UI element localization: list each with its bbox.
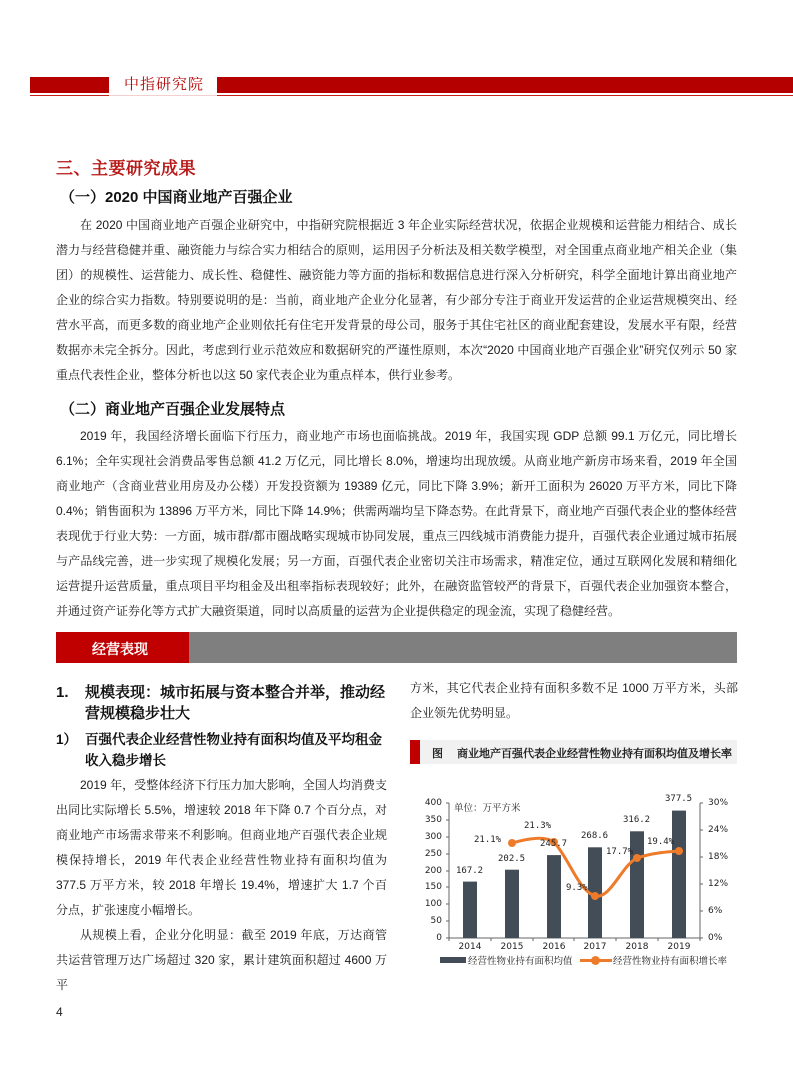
x-tick: 2014	[458, 942, 482, 952]
bar-value-label: 377.5	[665, 794, 693, 804]
item-1-number: 1.	[56, 684, 69, 701]
y-right-tick: 6%	[708, 906, 723, 916]
line-value-label: 21.3%	[524, 821, 552, 831]
x-tick: 2019	[667, 942, 691, 952]
bar-value-label: 167.2	[456, 866, 484, 876]
header-underline-left	[30, 95, 109, 96]
x-tick: 2017	[583, 942, 607, 952]
item-1-sub-heading	[56, 729, 391, 771]
line-value-label: 9.3%	[566, 883, 588, 893]
item-1-paragraph-2: 从规模上看，企业分化明显：截至 2019 年底，万达商管共运营管理万达广场超过 320 家，累计建筑面积超过 4600 万平	[56, 928, 387, 992]
x-tick: 2015	[500, 942, 524, 952]
header-underline-right	[217, 95, 793, 96]
subsection-2-paragraph: 2019 年，我国经济增长面临下行压力，商业地产市场也面临挑战。2019 年，我国实现 GDP 总额 99.1 万亿元，同比增长 6.1%；全年实现社会消费品零售总额 41.2 万亿元，同比增长 8.0%，增速均出现放缓。从商业地产新房市场来看，2019 年全国商业地产（含商业营业用房及办公楼）开发投资额为 19389 亿元，同比下降 3.9%；新开工面积为 26020 万平方米，同比下降 0.4%；销售面积为 13896 万平方米，同比下降 14.9%；供需两端均呈下降态势。在此背景下，商业地产百强代表企业的整体经营表现优于行业大势：一方面，城市群/都市圈战略实现城市协同发展，重点三四线城市消费能力提升，百强代表企业通过城市拓展与产品线完善，进一步实现了规模化发展；另一方面，百强代表企业密切关注市场需求，精准定位，通过互联网化发展和精细化运营提升运营质量，重点项目平均租金及出租率指标表现较好；此外，在融资监管较严的背景下，百强代表企业加强资本整合，并通过资产证券化等方式扩大融资渠道，同时以高质量的运营为企业提供稳定的现金流，实现了稳健经营。	[56, 429, 737, 618]
subsection-1-paragraph: 在 2020 中国商业地产百强企业研究中，中指研究院根据近 3 年企业实际经营状况，依据企业规模和运营能力相结合、成长潜力与经营稳健并重、融资能力与综合实力相结合的原则，运用因子分析法及相关数学模型，对全国重点商业地产相关企业（集团）的规模性、运营能力、成长性、稳健性、融资能力等方面的指标和数据信息进行深入分析研究，科学全面地计算出商业地产企业的综合实力指数。特别要说明的是：当前，商业地产企业分化显著，有少部分专注于商业开发运营的企业运营规模突出、经营水平高，而更多数的商业地产企业则依托有住宅开发背景的母公司，服务于其住宅社区的商业配套建设，发展水平有限，经营数据亦未完全拆分。因此，考虑到行业示范效应和数据研究的严谨性原则，本次“2020 中国商业地产百强企业”研究仅列示 50 家重点代表性企业，整体分析也以这 50 家代表企业为重点样本，供行业参考。	[56, 218, 737, 382]
legend-line-label: 经营性物业持有面积增长率	[613, 956, 728, 967]
y-left-tick: 200	[424, 866, 442, 876]
bar-value-label: 316.2	[623, 815, 651, 825]
y-left-tick: 250	[424, 849, 442, 859]
line-value-label: 21.1%	[474, 835, 502, 845]
y-right-tick: 18%	[708, 852, 729, 862]
item-1-heading	[56, 682, 391, 724]
item-1-paragraph-2-continued: 方米，其它代表企业持有面积多数不足 1000 万平方米，头部企业领先优势明显。	[410, 681, 738, 720]
combo-chart	[410, 790, 740, 975]
section-banner	[56, 632, 737, 663]
line-value-label: 17.7%	[606, 847, 634, 857]
y-right-tick: 30%	[708, 798, 729, 808]
item-1-paragraph-1: 2019 年，受整体经济下行压力加大影响，全国人均消费支出同比实际增长 5.5%，增速较 2018 年下降 0.7 个百分点，对商业地产市场需求带来不利影响。但商业地产百强代表企业规模保持增长，2019 年代表企业经营性物业持有面积均值为 377.5 万平方米，较 2018 年增长 19.4%，增速扩大 1.7 个百分点，扩张速度小幅增长。	[56, 778, 387, 917]
legend-bar-swatch	[440, 957, 466, 963]
y-left-tick: 400	[424, 798, 442, 808]
figure-caption	[410, 740, 737, 764]
legend-line-marker-icon	[591, 956, 600, 965]
chart-legend	[430, 952, 740, 968]
figure-caption-accent	[410, 740, 420, 764]
section-banner-label: 经营表现	[92, 641, 148, 657]
section-title: 三、主要研究成果	[56, 159, 196, 178]
subsection-title-1: （一）2020 中国商业地产百强企业	[60, 189, 293, 206]
y-right-tick: 0%	[708, 933, 723, 943]
header-bar-left	[30, 77, 109, 93]
bar-value-label: 202.5	[498, 854, 526, 864]
brand-name: 中指研究院	[124, 76, 205, 93]
item-1-sub-title: 百强代表企业经营性物业持有面积均值及平均租金收入稳步增长	[85, 732, 382, 768]
y-right-tick: 12%	[708, 879, 729, 889]
item-1-sub-number: 1）	[56, 732, 78, 747]
y-left-tick: 150	[424, 882, 442, 892]
line-value-label: 19.4%	[647, 837, 675, 847]
y-left-tick: 100	[424, 899, 442, 909]
legend-bar-label: 经营性物业持有面积均值	[468, 956, 573, 967]
y-left-tick: 350	[424, 815, 442, 825]
bar-value-label: 268.6	[581, 831, 609, 841]
x-tick: 2018	[625, 942, 649, 952]
x-tick: 2016	[542, 942, 566, 952]
header-underline-mid	[109, 95, 217, 96]
y-left-tick: 300	[424, 832, 442, 842]
y-left-tick: 0	[436, 933, 442, 943]
y-left-tick: 50	[430, 916, 442, 926]
page-number: 4	[56, 1005, 63, 1019]
figure-title: 商业地产百强代表企业经营性物业持有面积均值及增长率	[457, 748, 732, 760]
subsection-title-2: （二）商业地产百强企业发展特点	[60, 401, 286, 418]
header-bar-right	[217, 77, 793, 93]
item-1-title: 规模表现：城市拓展与资本整合并举，推动经营规模稳步壮大	[85, 684, 386, 722]
chart-unit-label: 单位：万平方米	[454, 803, 521, 814]
page-header	[30, 77, 793, 101]
y-right-tick: 24%	[708, 825, 729, 835]
figure-prefix: 图	[432, 748, 443, 760]
bar-value-label: 245.7	[540, 839, 568, 849]
